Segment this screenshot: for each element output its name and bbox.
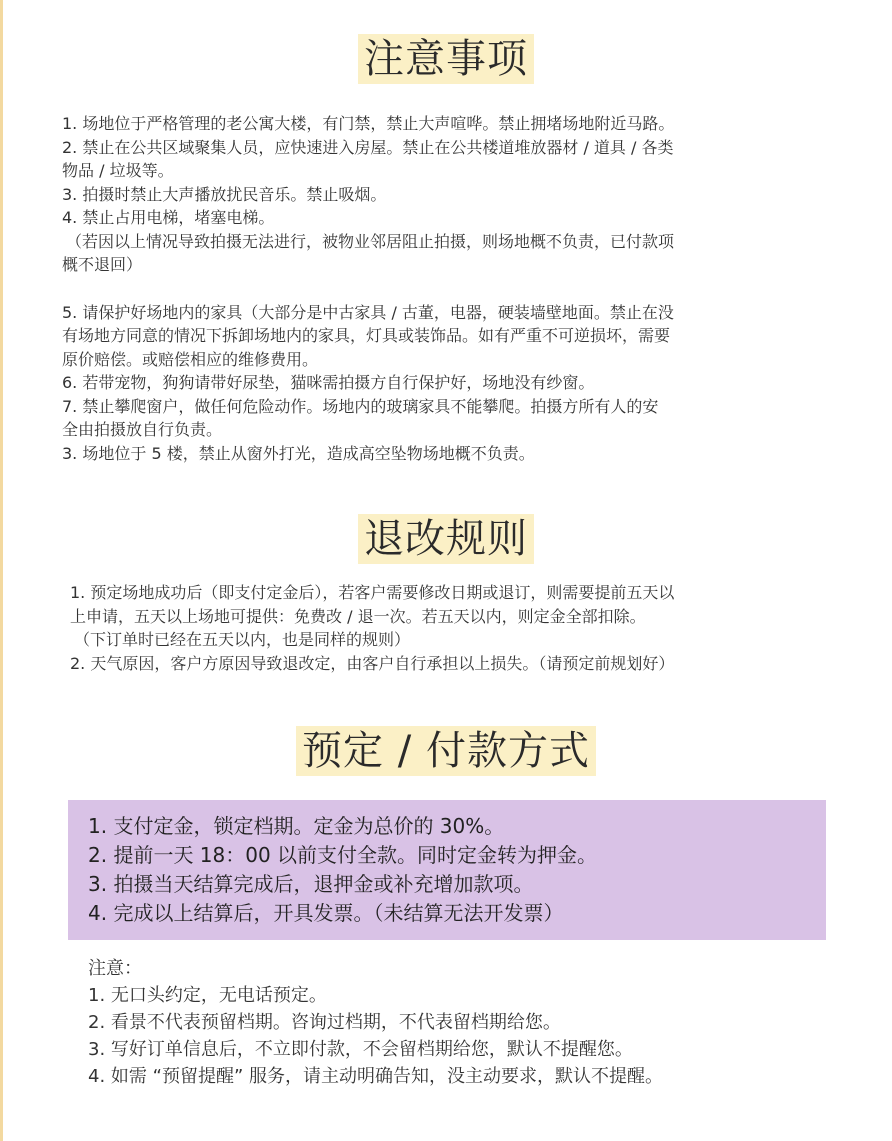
payment-step: 1. 支付定金，锁定档期。定金为总价的 30%。 xyxy=(88,814,505,838)
payment-note-heading: 注意： xyxy=(88,958,142,979)
payment-steps xyxy=(88,812,597,928)
notice-line: （若因以上情况导致拍摄无法进行，被物业邻居阻止拍摄，则场地概不负责，已付款项 xyxy=(66,231,675,251)
payment-heading xyxy=(0,726,892,776)
notice-rules xyxy=(62,112,674,465)
refund-line: （下订单时已经在五天以内，也是同样的规则） xyxy=(74,630,411,649)
payment-notes xyxy=(88,955,663,1090)
notice-line: 物品 / 垃圾等。 xyxy=(62,161,174,180)
notice-line: 1. 场地位于严格管理的老公寓大楼，有门禁，禁止大声喧哗。禁止拥堵场地附近马路。 xyxy=(62,114,675,133)
notice-line: 有场地方同意的情况下拆卸场地内的家具，灯具或装饰品。如有严重不可逆损坏，需要 xyxy=(62,326,671,345)
notice-line: 3. 拍摄时禁止大声播放扰民音乐。禁止吸烟。 xyxy=(62,184,387,204)
refund-line: 1. 预定场地成功后（即支付定金后），若客户需要修改日期或退订，则需要提前五天以 xyxy=(70,583,675,602)
payment-note: 2. 看景不代表预留档期。咨询过档期，不代表留档期给您。 xyxy=(88,1012,561,1033)
notice-line: 全由拍摄放自行负责。 xyxy=(62,420,223,439)
notice-heading xyxy=(0,34,892,84)
notice-line: 2. 禁止在公共区域聚集人员，应快速进入房屋。禁止在公共楼道堆放器材 / 道具 / 各类 xyxy=(62,137,674,157)
payment-title: 预定 / 付款方式 xyxy=(296,726,596,776)
notice-line: 7. 禁止攀爬窗户，做任何危险动作。场地内的玻璃家具不能攀爬。拍摄方所有人的安 xyxy=(62,396,659,416)
refund-title: 退改规则 xyxy=(358,514,534,564)
notice-line: 6. 若带宠物，狗狗请带好尿垫，猫咪需拍摄方自行保护好，场地没有纱窗。 xyxy=(62,373,595,392)
refund-heading xyxy=(0,514,892,564)
refund-rules xyxy=(70,581,674,675)
payment-step: 4. 完成以上结算后，开具发票。（未结算无法开发票） xyxy=(88,901,564,925)
payment-note: 1. 无口头约定，无电话预定。 xyxy=(88,985,327,1006)
payment-note: 4. 如需 “预留提醒” 服务，请主动明确告知，没主动要求，默认不提醒。 xyxy=(88,1066,663,1087)
notice-line: 原价赔偿。或赔偿相应的维修费用。 xyxy=(62,349,319,369)
notice-line: 5. 请保护好场地内的家具（大部分是中古家具 / 古董，电器，硬装墙壁地面。禁止在没 xyxy=(62,302,674,322)
refund-line: 2. 天气原因，客户方原因导致退改定，由客户自行承担以上损失。（请预定前规划好） xyxy=(70,653,675,673)
notice-title: 注意事项 xyxy=(358,34,534,84)
payment-note: 3. 写好订单信息后，不立即付款，不会留档期给您，默认不提醒您。 xyxy=(88,1039,633,1060)
notice-line: 概不退回） xyxy=(62,255,143,274)
refund-line: 上申请，五天以上场地可提供：免费改 / 退一次。若五天以内，则定金全部扣除。 xyxy=(70,606,646,626)
payment-step: 2. 提前一天 18：00 以前支付全款。同时定金转为押金。 xyxy=(88,843,598,867)
left-edge-rule xyxy=(0,0,3,1141)
payment-step: 3. 拍摄当天结算完成后，退押金或补充增加款项。 xyxy=(88,872,534,896)
notice-line: 4. 禁止占用电梯，堵塞电梯。 xyxy=(62,208,275,227)
notice-line: 3. 场地位于 5 楼，禁止从窗外打光，造成高空坠物场地概不负责。 xyxy=(62,443,535,463)
